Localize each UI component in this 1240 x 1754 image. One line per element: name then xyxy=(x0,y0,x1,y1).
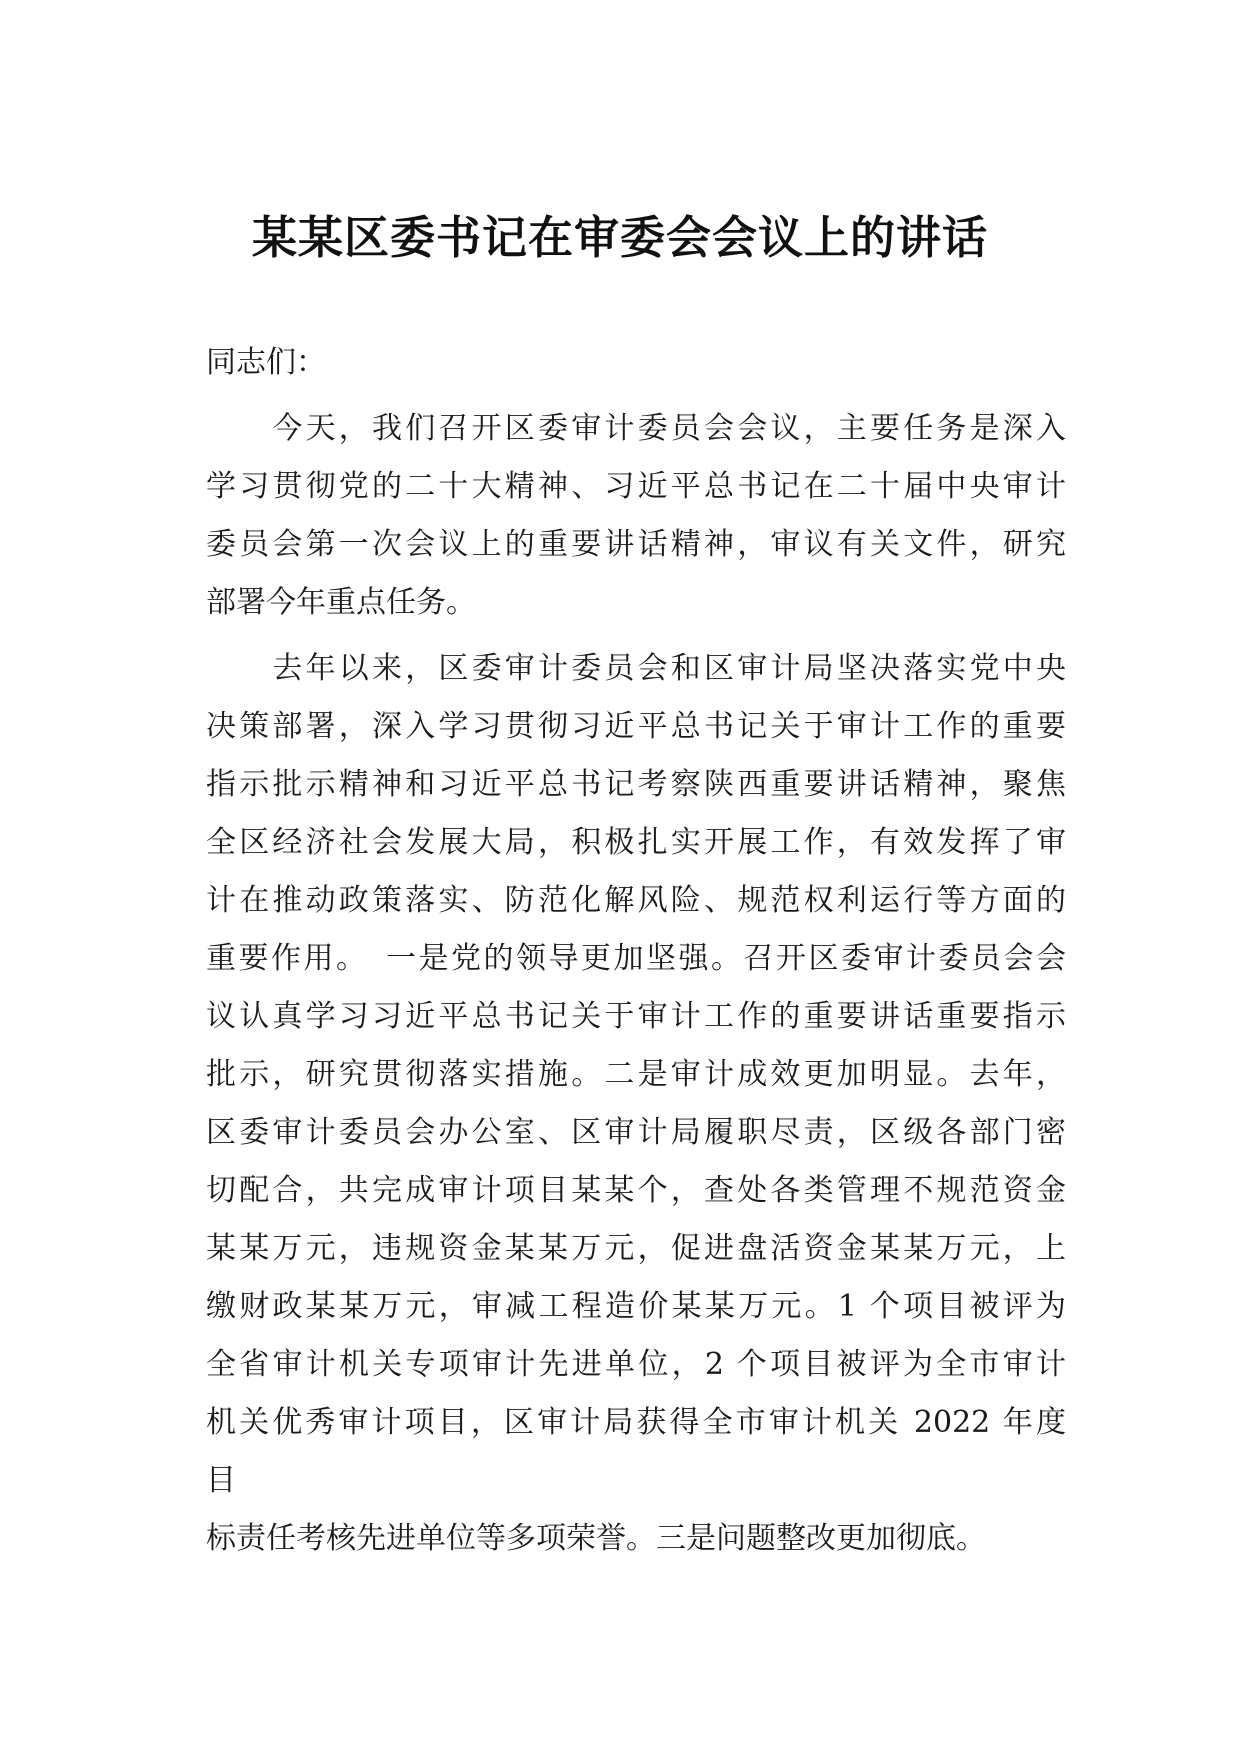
text-line: 切配合，共完成审计项目某某个，查处各类管理不规范资金 xyxy=(206,1173,1066,1208)
text-line: 部署今年重点任务。 xyxy=(206,585,476,620)
text-line: 议认真学习习近平总书记关于审计工作的重要讲话重要指示 xyxy=(206,999,1066,1034)
text-line: 指示批示精神和习近平总书记考察陕西重要讲话精神，聚焦 xyxy=(206,767,1066,802)
salutation: 同志们： xyxy=(206,345,326,380)
text-line: 委员会第一次会议上的重要讲话精神，审议有关文件，研究 xyxy=(206,527,1066,562)
text-line: 全区经济社会发展大局，积极扎实开展工作，有效发挥了审 xyxy=(206,825,1066,860)
text-line: 全省审计机关专项审计先进单位，2 个项目被评为全市审计 xyxy=(206,1347,1066,1382)
text-line: 缴财政某某万元，审减工程造价某某万元。1 个项目被评为 xyxy=(206,1289,1066,1324)
text-line: 标责任考核先进单位等多项荣誉。三是问题整改更加彻底。 xyxy=(206,1521,986,1556)
text-line: 计在推动政策落实、防范化解风险、规范权利运行等方面的 xyxy=(206,883,1066,918)
text-line: 某某万元，违规资金某某万元，促进盘活资金某某万元，上 xyxy=(206,1231,1066,1266)
paragraphs-container xyxy=(206,400,1066,1568)
text-line: 批示，研究贯彻落实措施。二是审计成效更加明显。去年， xyxy=(206,1057,1066,1092)
text-line: 目 xyxy=(206,1463,236,1498)
text-line: 重要作用。 一是党的领导更加坚强。召开区委审计委员会会 xyxy=(206,941,1066,976)
text-line: 今天，我们召开区委审计委员会会议，主要任务是深入 xyxy=(206,411,1066,446)
paragraph xyxy=(206,400,1066,632)
text-line: 决策部署，深入学习贯彻习近平总书记关于审计工作的重要 xyxy=(206,709,1066,744)
paragraph xyxy=(206,640,1066,1568)
paragraph-gap xyxy=(206,632,1066,640)
text-line: 去年以来，区委审计委员会和区审计局坚决落实党中央 xyxy=(206,651,1066,686)
document-title: 某某区委书记在审委会会议上的讲话 xyxy=(251,211,988,264)
text-line: 区委审计委员会办公室、区审计局履职尽责，区级各部门密 xyxy=(206,1115,1066,1150)
text-line: 学习贯彻党的二十大精神、习近平总书记在二十届中央审计 xyxy=(206,469,1066,504)
text-line: 机关优秀审计项目，区审计局获得全市审计机关 2022 年度 xyxy=(206,1405,1066,1440)
document-body xyxy=(206,334,1066,1568)
